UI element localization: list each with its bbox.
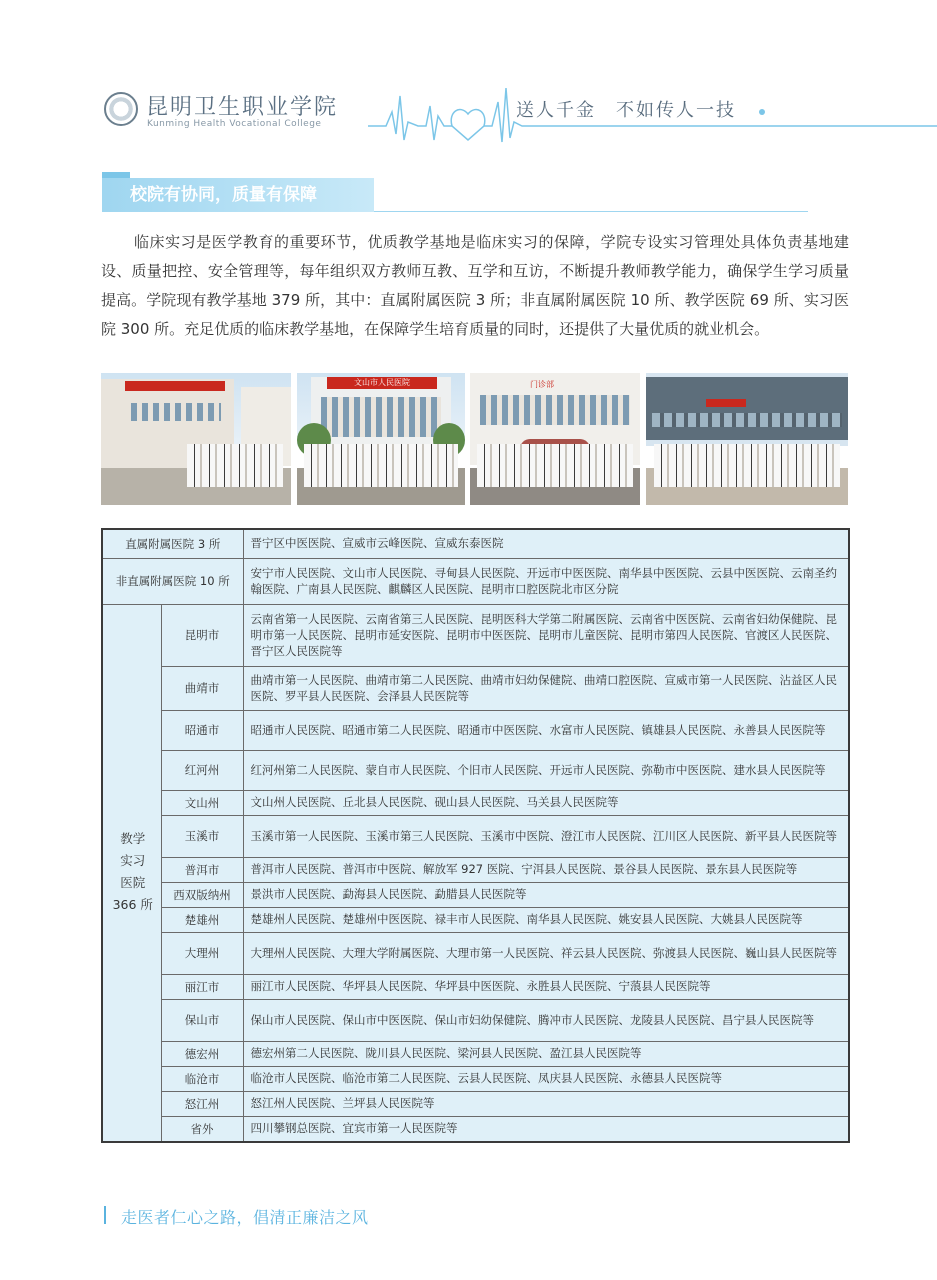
region-hospitals: 玉溪市第一人民医院、玉溪市第三人民医院、玉溪市中医院、澄江市人民医院、江川区人民医院、新平县人民医院等 xyxy=(243,815,849,857)
photo-outpatient-building xyxy=(470,373,640,505)
region-name: 怒江州 xyxy=(161,1091,243,1116)
teaching-hospital-label xyxy=(102,604,161,1142)
footer-slogan: 走医者仁心之路，倡清正廉洁之风 xyxy=(121,1208,369,1227)
table-row xyxy=(102,815,849,857)
region-name: 曲靖市 xyxy=(161,666,243,710)
region-hospitals: 四川攀钢总医院、宜宾市第一人民医院等 xyxy=(243,1116,849,1142)
region-name: 临沧市 xyxy=(161,1066,243,1091)
table-row xyxy=(102,604,849,666)
teaching-hospital-label-line: 医院 xyxy=(120,875,146,891)
region-hospitals: 德宏州第二人民医院、陇川县人民医院、梁河县人民医院、盈江县人民医院等 xyxy=(243,1041,849,1066)
region-name: 德宏州 xyxy=(161,1041,243,1066)
direct-affiliated-hospitals: 晋宁区中医医院、宣威市云峰医院、宣威东泰医院 xyxy=(243,529,849,558)
college-name-en: Kunming Health Vocational College xyxy=(147,119,322,129)
footer-accent-bar xyxy=(104,1206,106,1224)
teaching-hospital-label-line: 教学 xyxy=(120,831,146,847)
photo-banner-text: 文山市人民医院 xyxy=(354,378,410,387)
college-name-cn: 昆明卫生职业学院 xyxy=(146,95,339,120)
region-name: 省外 xyxy=(161,1116,243,1142)
table-row xyxy=(102,666,849,710)
region-name: 玉溪市 xyxy=(161,815,243,857)
region-hospitals: 曲靖市第一人民医院、曲靖市第二人民医院、曲靖市妇幼保健院、曲靖口腔医院、宣威市第一人民医院、沾益区人民医院、罗平县人民医院、会泽县人民医院等 xyxy=(243,666,849,710)
teaching-hospital-label-line: 实习 xyxy=(120,853,146,869)
region-hospitals: 景洪市人民医院、勐海县人民医院、勐腊县人民医院等 xyxy=(243,882,849,907)
photo-hospital-building-4 xyxy=(646,373,848,505)
college-seal-logo xyxy=(104,92,138,126)
table-row xyxy=(102,907,849,932)
region-name: 西双版纳州 xyxy=(161,882,243,907)
region-name: 保山市 xyxy=(161,999,243,1041)
table-row xyxy=(102,1066,849,1091)
region-hospitals: 怒江州人民医院、兰坪县人民医院等 xyxy=(243,1091,849,1116)
region-hospitals: 丽江市人民医院、华坪县人民医院、华坪县中医医院、永胜县人民医院、宁蒗县人民医院等 xyxy=(243,974,849,999)
table-row xyxy=(102,1041,849,1066)
table-row xyxy=(102,932,849,974)
region-hospitals: 楚雄州人民医院、楚雄州中医医院、禄丰市人民医院、南华县人民医院、姚安县人民医院、大姚县人民医院等 xyxy=(243,907,849,932)
non-direct-affiliated-label: 非直属附属医院 10 所 xyxy=(102,558,243,604)
non-direct-affiliated-hospitals: 安宁市人民医院、文山市人民医院、寻甸县人民医院、开远市中医医院、南华县中医医院、云县中医医院、云南圣约翰医院、广南县人民医院、麒麟区人民医院、昆明市口腔医院北市区分院 xyxy=(243,558,849,604)
intro-paragraph: 临床实习是医学教育的重要环节，优质教学基地是临床实习的保障，学院专设实习管理处具体负责基地建设、质量把控、安全管理等，每年组织双方教师互教、互学和互访，不断提升教师教学能力，确保学生学习质量提高。学院现有教学基地 379 所，其中：直属附属医院 3 所；非直属附属医院 10 所、教学医院 69 所、实习医院 300 所。充足优质的临床教学基地，在保障学生培育质量的同时，还提供了大量优质的就业机会。 xyxy=(101,233,849,338)
region-hospitals: 云南省第一人民医院、云南省第三人民医院、昆明医科大学第二附属医院、云南省中医医院、云南省妇幼保健院、昆明市第一人民医院、昆明市延安医院、昆明市中医医院、昆明市儿童医院、昆明市第四人民医院、官渡区人民医院、晋宁区人民医院等 xyxy=(243,604,849,666)
table-row xyxy=(102,1091,849,1116)
teaching-hospital-label-line: 366 所 xyxy=(112,897,153,913)
region-name: 昭通市 xyxy=(161,710,243,750)
region-name: 楚雄州 xyxy=(161,907,243,932)
region-hospitals: 文山州人民医院、丘北县人民医院、砚山县人民医院、马关县人民医院等 xyxy=(243,790,849,815)
table-row xyxy=(102,999,849,1041)
region-name: 大理州 xyxy=(161,932,243,974)
region-name: 文山州 xyxy=(161,790,243,815)
photo-sign-text: 门诊部 xyxy=(530,380,554,389)
region-name: 昆明市 xyxy=(161,604,243,666)
region-hospitals: 临沧市人民医院、临沧市第二人民医院、云县人民医院、凤庆县人民医院、永德县人民医院等 xyxy=(243,1066,849,1091)
region-hospitals: 昭通市人民医院、昭通市第二人民医院、昭通市中医医院、水富市人民医院、镇雄县人民医院、永善县人民医院等 xyxy=(243,710,849,750)
table-row xyxy=(102,750,849,790)
region-name: 丽江市 xyxy=(161,974,243,999)
region-hospitals: 保山市人民医院、保山市中医医院、保山市妇幼保健院、腾冲市人民医院、龙陵县人民医院、昌宁县人民医院等 xyxy=(243,999,849,1041)
table-row xyxy=(102,882,849,907)
region-name: 普洱市 xyxy=(161,857,243,882)
college-motto: 送人千金 不如传人一技 xyxy=(516,100,736,121)
teaching-base-table xyxy=(101,528,850,1143)
section-divider xyxy=(374,211,808,212)
direct-affiliated-label: 直属附属医院 3 所 xyxy=(102,529,243,558)
region-name: 红河州 xyxy=(161,750,243,790)
section-title: 校院有协同，质量有保障 xyxy=(102,178,374,212)
table-row xyxy=(102,529,849,558)
table-row xyxy=(102,558,849,604)
table-row xyxy=(102,974,849,999)
table-row xyxy=(102,857,849,882)
photo-hospital-entrance-1 xyxy=(101,373,291,505)
region-hospitals: 大理州人民医院、大理大学附属医院、大理市第一人民医院、祥云县人民医院、弥渡县人民医院、巍山县人民医院等 xyxy=(243,932,849,974)
region-hospitals: 普洱市人民医院、普洱市中医院、解放军 927 医院、宁洱县人民医院、景谷县人民医院、景东县人民医院等 xyxy=(243,857,849,882)
table-row xyxy=(102,790,849,815)
table-row xyxy=(102,710,849,750)
table-row xyxy=(102,1116,849,1142)
region-hospitals: 红河州第二人民医院、蒙自市人民医院、个旧市人民医院、开远市人民医院、弥勒市中医医院、建水县人民医院等 xyxy=(243,750,849,790)
photo-wenshan-hospital xyxy=(297,373,465,505)
